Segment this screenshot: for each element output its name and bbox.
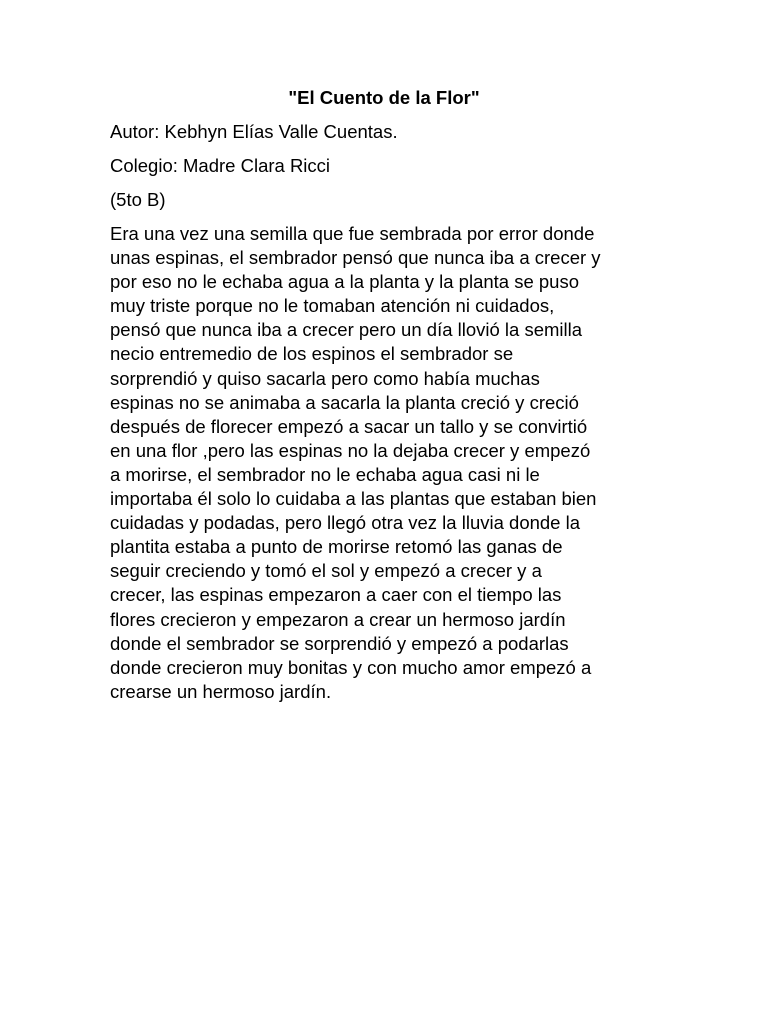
school-line: Colegio: Madre Clara Ricci	[110, 155, 331, 176]
body-line: en una flor ,pero las espinas no la dejaba crecer y empezó	[110, 439, 591, 461]
body-line: a morirse, el sembrador no le echaba agua casi ni le	[110, 463, 540, 485]
body-line: muy triste porque no le tomaban atención ni cuidados,	[110, 295, 555, 317]
body-line: donde el sembrador se sorprendió y empezó a podarlas	[110, 632, 569, 654]
body-line: crecer, las espinas empezaron a caer con el tiempo las	[110, 584, 562, 606]
body-line: seguir creciendo y tomó el sol y empezó a crecer y a	[110, 560, 542, 582]
body-line: plantita estaba a punto de morirse retomó las ganas de	[110, 536, 563, 558]
grade-line: (5to B)	[110, 189, 166, 210]
body-line: espinas no se animaba a sacarla la planta creció y creció	[110, 391, 579, 413]
body-line: donde crecieron muy bonitas y con mucho amor empezó a	[110, 656, 592, 678]
author-line: Autor: Kebhyn Elías Valle Cuentas.	[110, 121, 398, 142]
story-body	[110, 222, 660, 704]
story-title: "El Cuento de la Flor"	[288, 87, 480, 108]
body-line: cuidadas y podadas, pero llegó otra vez la lluvia donde la	[110, 512, 581, 534]
body-line: pensó que nunca iba a crecer pero un día llovió la semilla	[110, 319, 583, 341]
body-line: importaba él solo lo cuidaba a las plantas que estaban bien	[110, 488, 597, 510]
body-line: Era una vez una semilla que fue sembrada por error donde	[110, 223, 595, 244]
body-line: después de florecer empezó a sacar un tallo y se convirtió	[110, 415, 588, 437]
body-line: unas espinas, el sembrador pensó que nunca iba a crecer y	[110, 247, 601, 269]
body-line: flores crecieron y empezaron a crear un hermoso jardín	[110, 608, 566, 630]
body-line: por eso no le echaba agua a la planta y la planta se puso	[110, 271, 580, 293]
body-line: sorprendió y quiso sacarla pero como había muchas	[110, 367, 540, 389]
body-line: necio entremedio de los espinos el sembrador se	[110, 343, 514, 365]
body-line: crearse un hermoso jardín.	[110, 680, 332, 702]
